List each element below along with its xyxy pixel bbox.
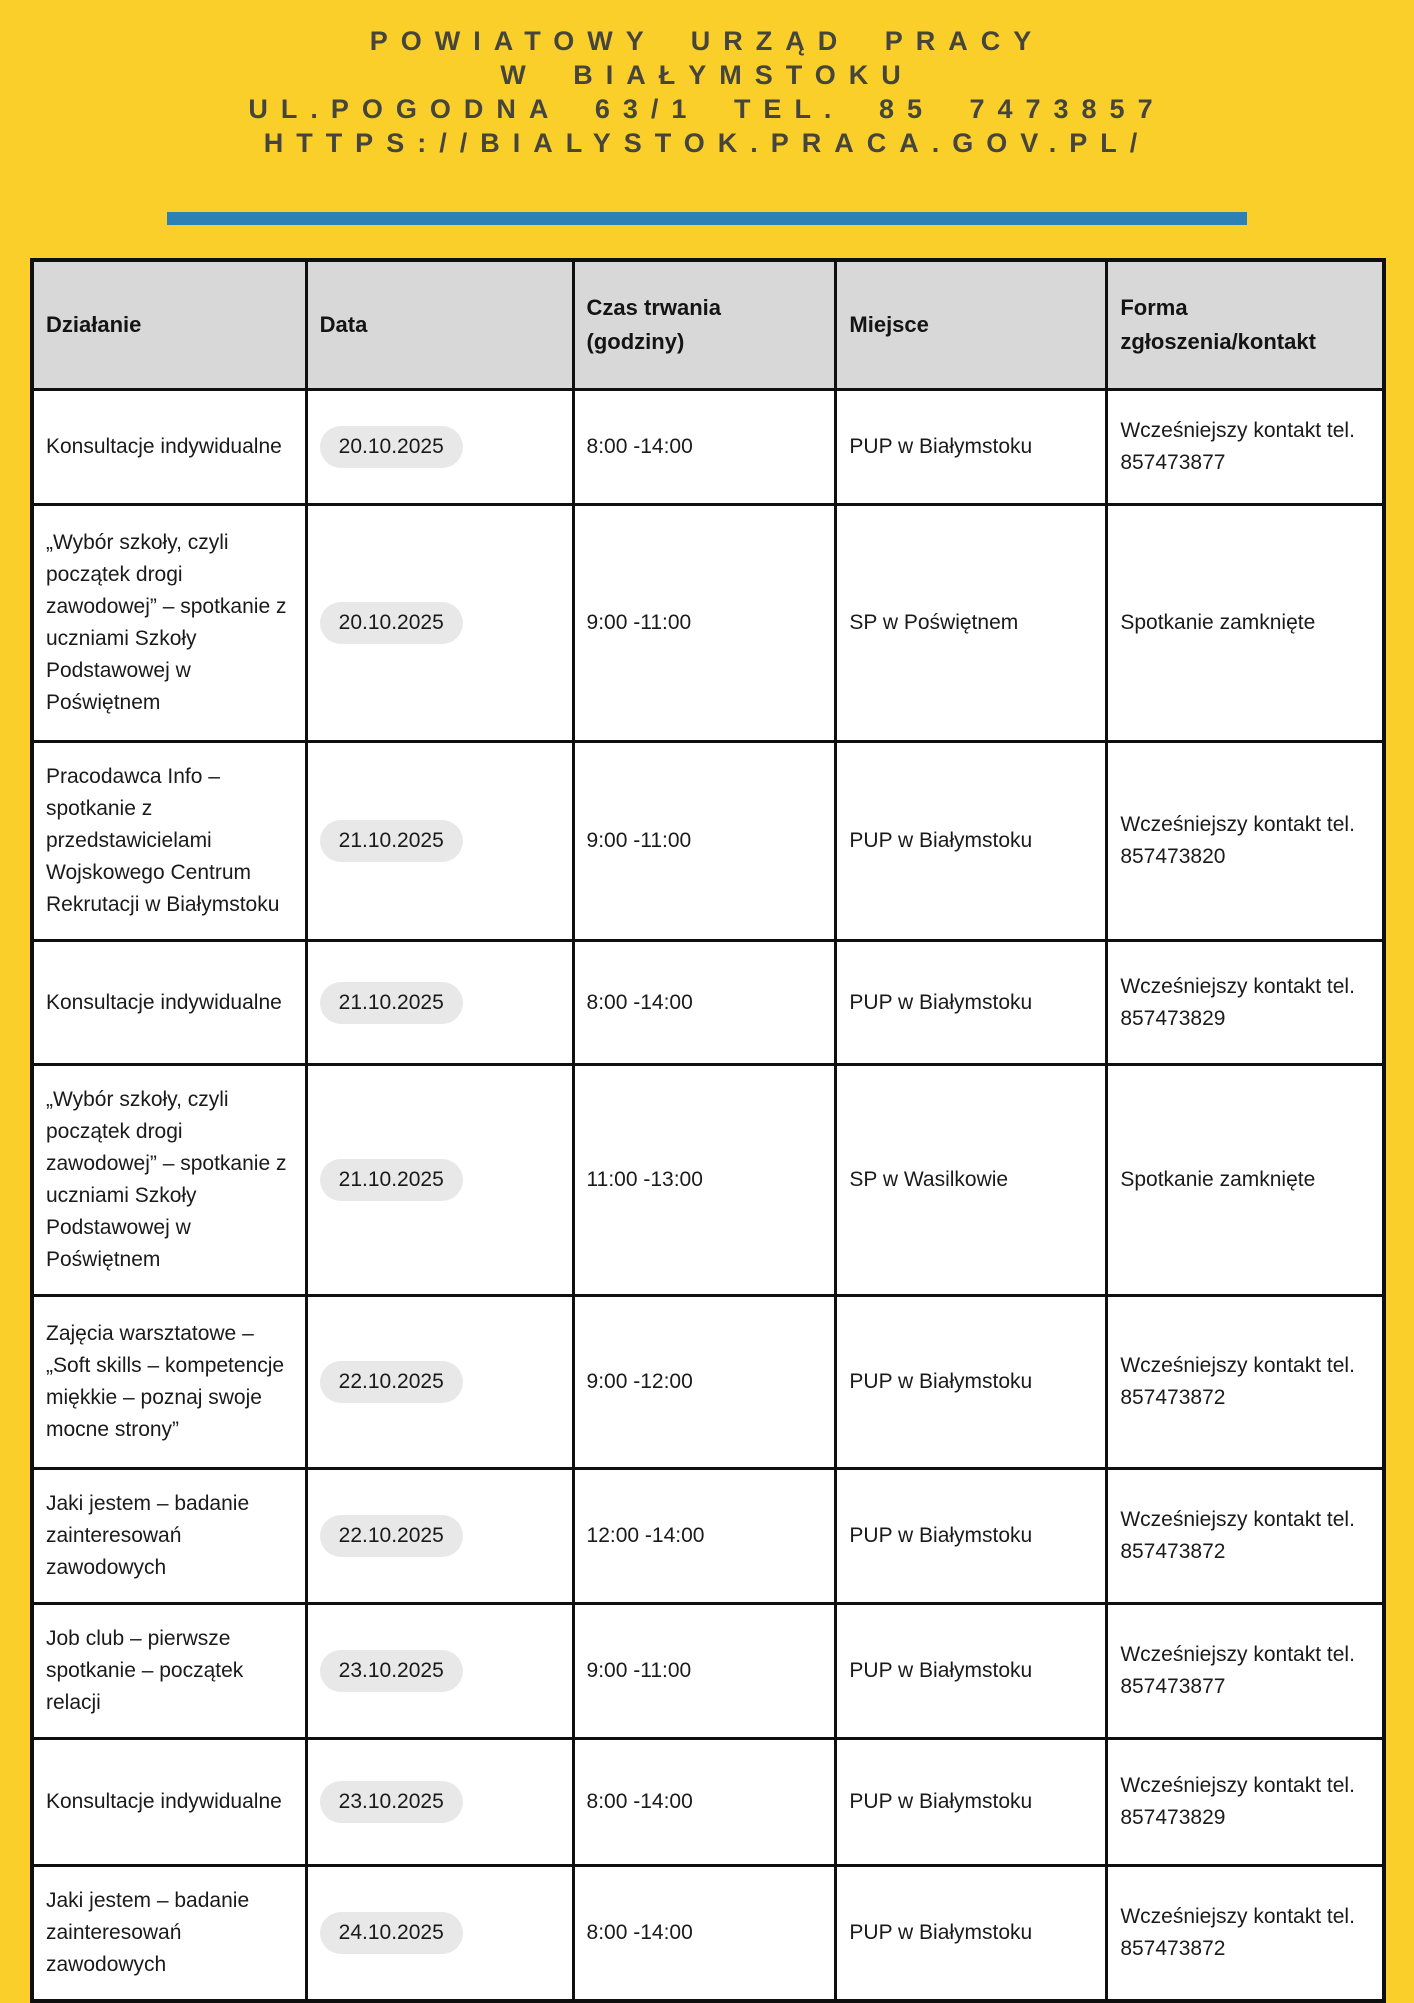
date-cell [308, 942, 575, 1063]
place-cell [837, 1066, 1108, 1294]
date-pill: 21.10.2025 [320, 1159, 463, 1201]
place-text: SP w Poświętnem [849, 611, 1019, 634]
activity-cell [34, 1297, 308, 1467]
time-cell [575, 743, 838, 939]
place-cell [837, 1740, 1108, 1864]
activity-cell [34, 1605, 308, 1737]
contact-text: Wcześniejszy kontakt tel. 857473877 [1120, 1643, 1355, 1698]
date-pill: 22.10.2025 [320, 1361, 463, 1403]
activity-text: Jaki jestem – badanie zainteresowań zawodowych [46, 1492, 250, 1579]
place-cell [837, 391, 1108, 503]
time-cell [575, 1867, 838, 1999]
date-pill: 21.10.2025 [320, 820, 463, 862]
activity-text: Konsultacje indywidualne [46, 435, 282, 458]
date-cell [308, 1297, 575, 1467]
column-header-label: Działanie [46, 312, 142, 337]
column-header-label: Czas trwania (godziny) [586, 295, 722, 354]
table-row [34, 1740, 1382, 1867]
date-pill: 20.10.2025 [320, 602, 463, 644]
column-header-czas-trwania [575, 262, 838, 388]
column-header-miejsce [837, 262, 1108, 388]
column-header-label: Data [319, 312, 368, 337]
contact-text: Wcześniejszy kontakt tel. 857473872 [1120, 1508, 1355, 1563]
date-cell [308, 1066, 575, 1294]
place-text: PUP w Białymstoku [849, 1921, 1033, 1944]
contact-text: Wcześniejszy kontakt tel. 857473877 [1120, 419, 1355, 474]
table-header-row [34, 262, 1382, 391]
date-cell [308, 1605, 575, 1737]
contact-cell [1108, 1740, 1382, 1864]
activity-cell [34, 743, 308, 939]
contact-text: Spotkanie zamknięte [1120, 611, 1316, 634]
contact-text: Wcześniejszy kontakt tel. 857473829 [1120, 974, 1355, 1030]
activity-cell [34, 942, 308, 1063]
date-cell [308, 1867, 575, 1999]
activity-text: „Wybór szkoły, czyli początek drogi zawodowej” – spotkanie z uczniami Szkoły Podstawowej w Poświętnem [46, 531, 287, 714]
date-cell [308, 391, 575, 503]
table-row [34, 506, 1382, 743]
place-cell [837, 1605, 1108, 1737]
place-text: PUP w Białymstoku [849, 1659, 1033, 1682]
date-pill: 22.10.2025 [320, 1515, 463, 1557]
date-pill: 23.10.2025 [320, 1781, 463, 1823]
activity-cell [34, 391, 308, 503]
date-cell [308, 1470, 575, 1602]
date-pill: 21.10.2025 [320, 982, 463, 1024]
activity-text: Konsultacje indywidualne [46, 990, 282, 1014]
time-text: 8:00 -14:00 [586, 1790, 693, 1813]
place-text: PUP w Białymstoku [849, 990, 1033, 1014]
table-row [34, 1470, 1382, 1605]
place-cell [837, 1297, 1108, 1467]
office-address-phone: UL.POGODNA 63/1 TEL. 85 7473857 [248, 94, 1166, 124]
divider-bar [167, 212, 1247, 225]
place-text: PUP w Białymstoku [849, 1370, 1033, 1393]
table-row [34, 1297, 1382, 1470]
time-cell [575, 1470, 838, 1602]
place-cell [837, 506, 1108, 740]
column-header-label: Forma zgłoszenia/kontakt [1120, 295, 1316, 354]
masthead [0, 0, 1414, 160]
place-cell [837, 1867, 1108, 1999]
activity-text: Zajęcia warsztatowe – „Soft skills – kompetencje miękkie – poznaj swoje mocne strony” [46, 1322, 285, 1441]
date-pill: 24.10.2025 [320, 1912, 463, 1954]
contact-cell [1108, 1867, 1382, 1999]
time-text: 11:00 -13:00 [586, 1168, 703, 1191]
time-cell [575, 391, 838, 503]
office-website-url: HTTPS://BIALYSTOK.PRACA.GOV.PL/ [263, 128, 1151, 158]
activity-text: „Wybór szkoły, czyli początek drogi zawodowej” – spotkanie z uczniami Szkoły Podstawowej w Poświętnem [46, 1088, 287, 1271]
contact-text: Wcześniejszy kontakt tel. 857473872 [1120, 1905, 1355, 1960]
column-header-forma-zgloszenia [1108, 262, 1382, 388]
date-cell [308, 743, 575, 939]
contact-text: Spotkanie zamknięte [1120, 1168, 1316, 1191]
time-cell [575, 1740, 838, 1864]
place-cell [837, 1470, 1108, 1602]
activity-text: Jaki jestem – badanie zainteresowań zawodowych [46, 1889, 250, 1976]
place-text: PUP w Białymstoku [849, 435, 1033, 458]
activity-cell [34, 1470, 308, 1602]
place-cell [837, 942, 1108, 1063]
time-text: 9:00 -11:00 [586, 829, 692, 852]
time-cell [575, 942, 838, 1063]
schedule-table [30, 258, 1386, 2003]
contact-cell [1108, 942, 1382, 1063]
time-text: 8:00 -14:00 [586, 435, 693, 458]
contact-cell [1108, 506, 1382, 740]
column-header-label: Miejsce [849, 312, 929, 337]
place-text: PUP w Białymstoku [849, 1790, 1033, 1813]
place-text: PUP w Białymstoku [849, 1524, 1033, 1547]
time-text: 12:00 -14:00 [586, 1524, 705, 1547]
activity-cell [34, 1740, 308, 1864]
date-cell [308, 1740, 575, 1864]
time-text: 9:00 -11:00 [586, 611, 692, 634]
contact-cell [1108, 1605, 1382, 1737]
activity-text: Konsultacje indywidualne [46, 1790, 282, 1813]
time-text: 9:00 -12:00 [586, 1370, 693, 1393]
time-text: 8:00 -14:00 [586, 1921, 693, 1944]
time-cell [575, 1605, 838, 1737]
column-header-data [308, 262, 575, 388]
table-row [34, 391, 1382, 506]
contact-cell [1108, 1470, 1382, 1602]
table-row [34, 743, 1382, 942]
activity-cell [34, 506, 308, 740]
date-pill: 23.10.2025 [320, 1650, 463, 1692]
activity-text: Pracodawca Info – spotkanie z przedstawicielami Wojskowego Centrum Rekrutacji w Białymstoku [46, 765, 280, 916]
time-cell [575, 1066, 838, 1294]
date-pill: 20.10.2025 [320, 426, 463, 468]
contact-cell [1108, 1297, 1382, 1467]
activity-cell [34, 1066, 308, 1294]
contact-text: Wcześniejszy kontakt tel. 857473872 [1120, 1354, 1355, 1409]
table-row [34, 1066, 1382, 1297]
office-name-line-1: POWIATOWY URZĄD PRACY [369, 26, 1045, 56]
contact-cell [1108, 391, 1382, 503]
time-text: 9:00 -11:00 [586, 1659, 692, 1682]
date-cell [308, 506, 575, 740]
time-text: 8:00 -14:00 [586, 990, 693, 1014]
place-text: PUP w Białymstoku [849, 829, 1033, 852]
contact-text: Wcześniejszy kontakt tel. 857473829 [1120, 1774, 1355, 1829]
activity-cell [34, 1867, 308, 1999]
table-row [34, 1605, 1382, 1740]
place-cell [837, 743, 1108, 939]
contact-cell [1108, 1066, 1382, 1294]
contact-cell [1108, 743, 1382, 939]
contact-text: Wcześniejszy kontakt tel. 857473820 [1120, 813, 1355, 868]
place-text: SP w Wasilkowie [849, 1168, 1009, 1191]
table-row [34, 1867, 1382, 1999]
column-header-dzialanie [34, 262, 308, 388]
time-cell [575, 506, 838, 740]
office-name-line-2: W BIAŁYMSTOKU [500, 60, 914, 90]
activity-text: Job club – pierwsze spotkanie – początek relacji [46, 1627, 244, 1714]
table-row [34, 942, 1382, 1066]
time-cell [575, 1297, 838, 1467]
